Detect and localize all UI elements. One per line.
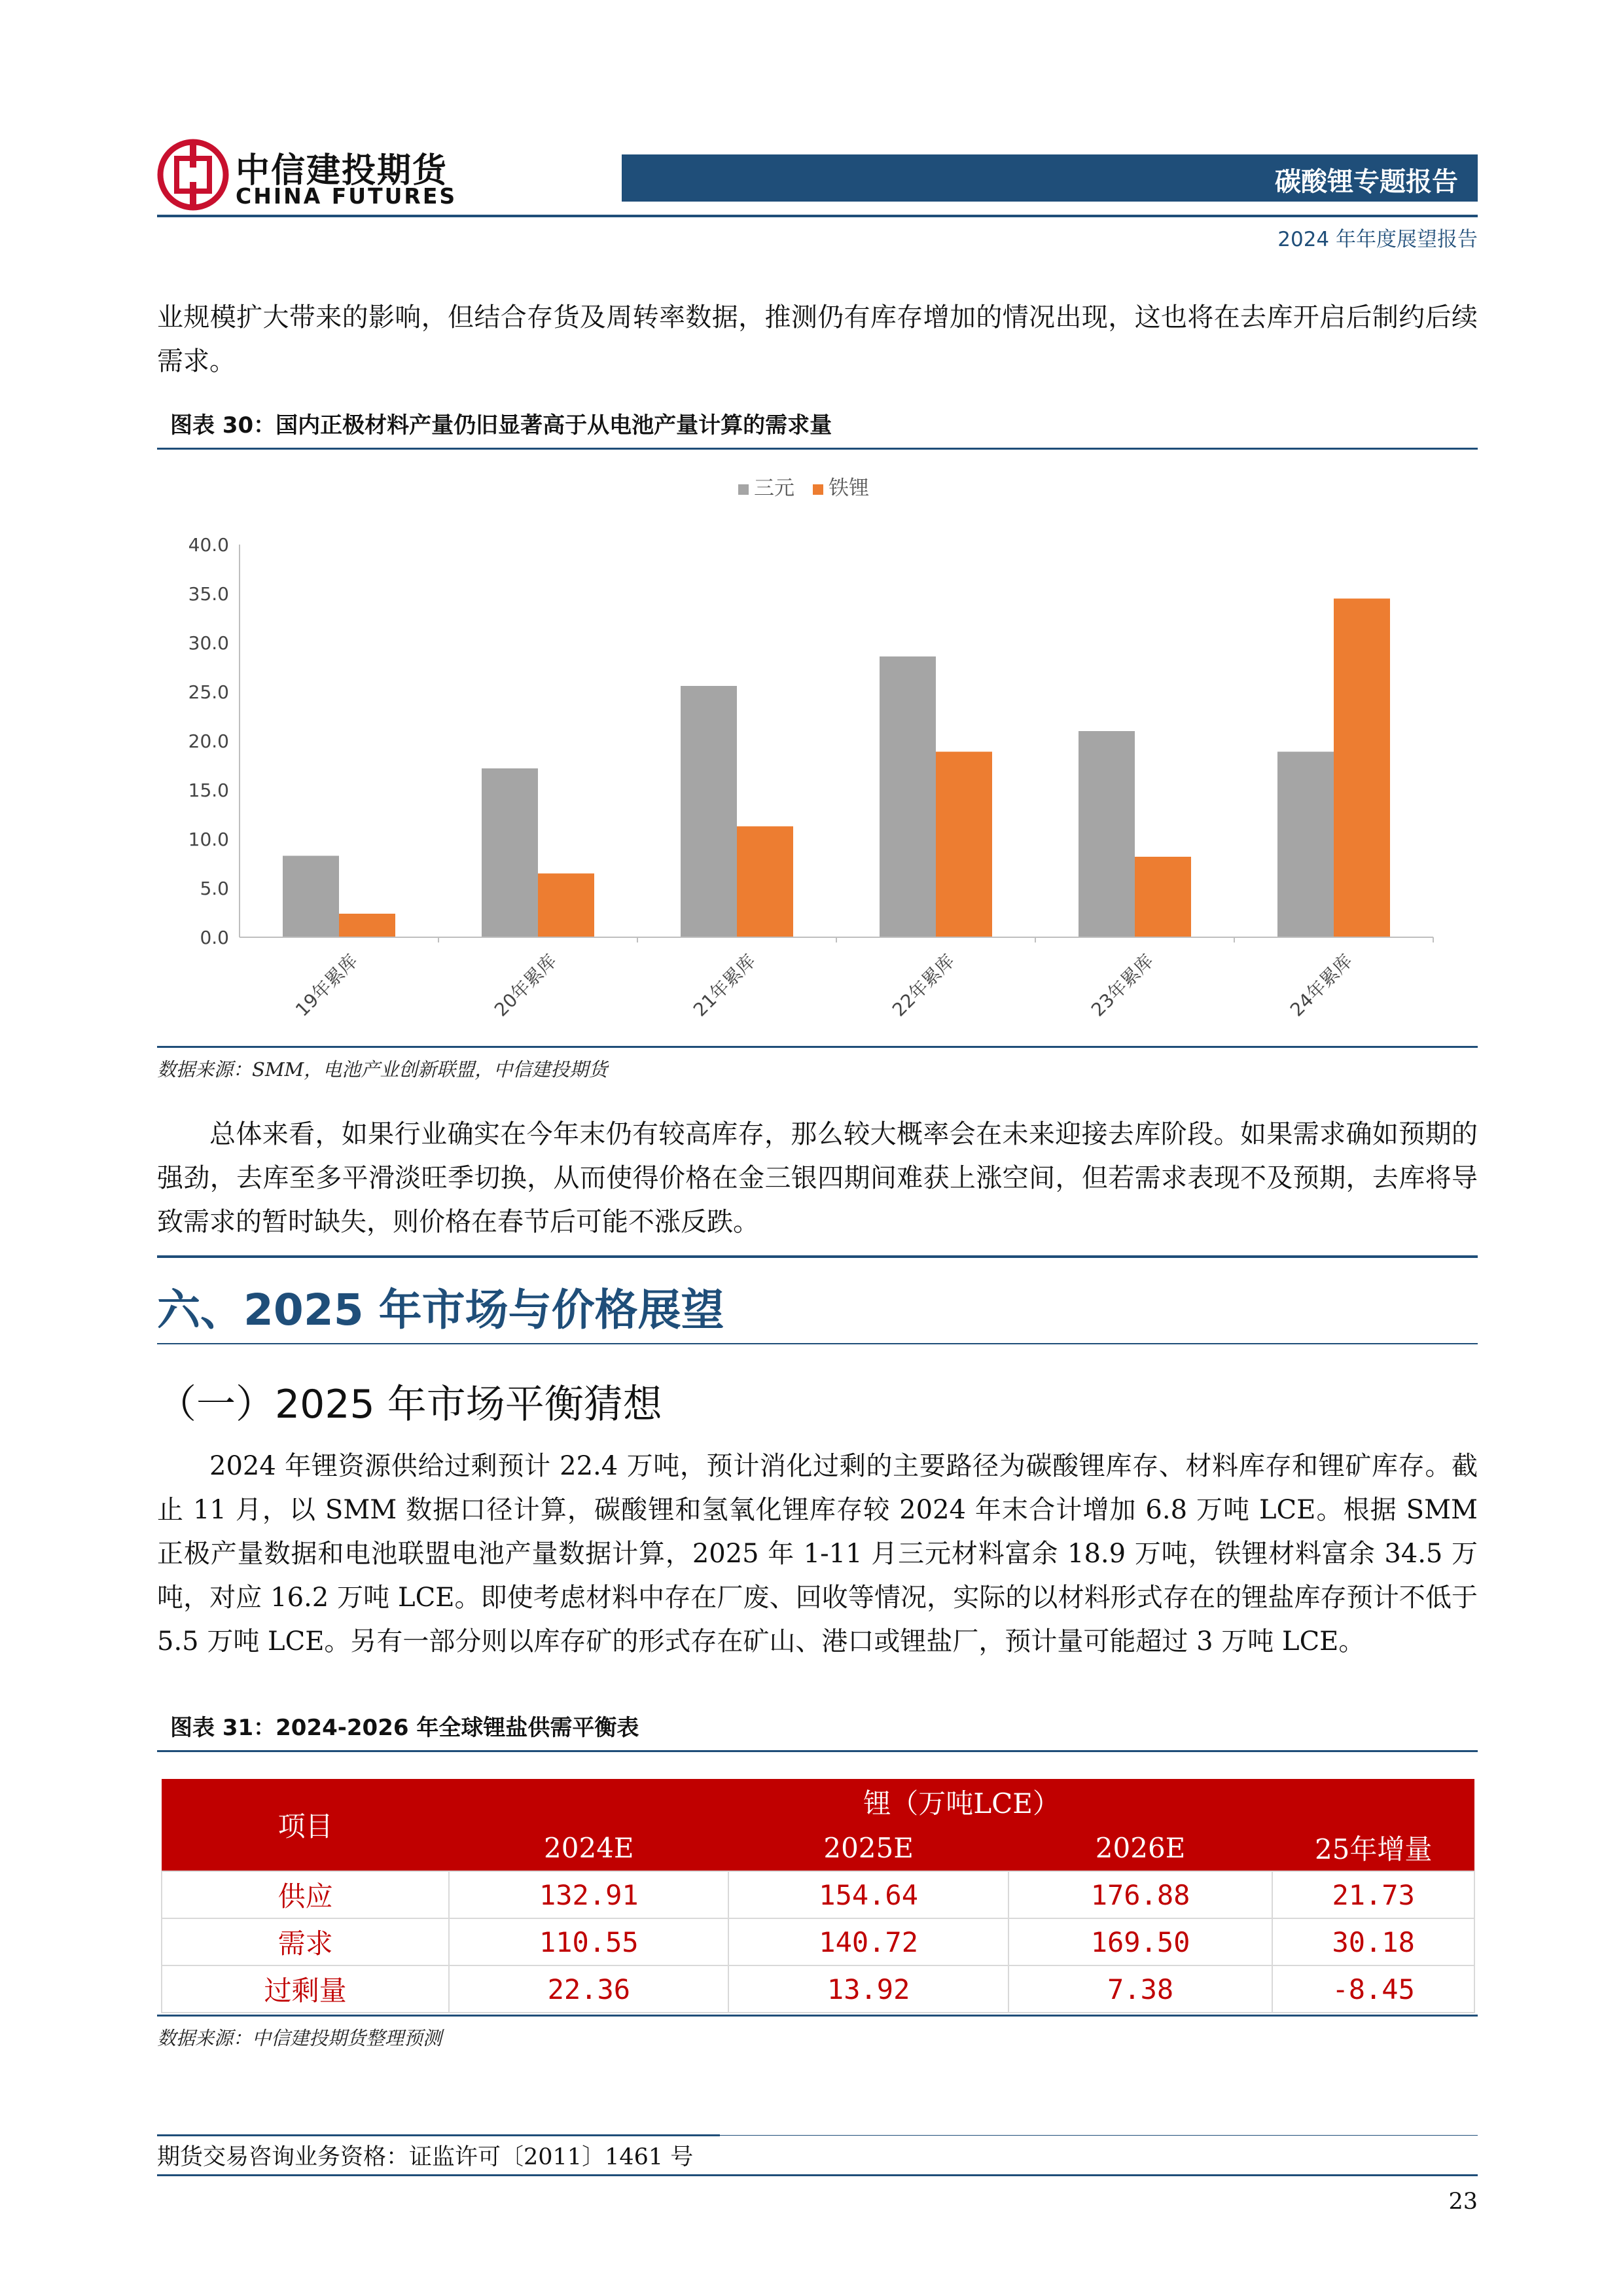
x-tick-label: 19年累库 <box>291 950 362 1021</box>
table-row <box>162 1965 1474 2013</box>
legend-swatch-lfp <box>813 484 823 495</box>
brand-name-cn: 中信建投期货 <box>236 151 448 190</box>
table-row-label: 供应 <box>162 1871 449 1918</box>
brand-name-en: CHINA FUTURES <box>236 183 457 209</box>
supply-demand-table <box>161 1779 1475 2013</box>
bar-lfp <box>1334 599 1390 938</box>
paragraph-3: 2024 年锂资源供给过剩预计 22.4 万吨，预计消化过剩的主要路径为碳酸锂库存、材料库存和锂矿库存。截止 11 月，以 SMM 数据口径计算，碳酸锂和氢氧化锂库存较 2024 年末合计增加 6.8 万吨 LCE。根据 SMM 正极产量数据和电池联盟电池产量数据计算，2025 年 1-11 月三元材料富余 18.9 万吨，铁锂材料富余 34.5 万吨，对应 16.2 万吨 LCE。即使考虑材料中存在厂废、回收等情况，实际的以材料形式存在的锂盐库存预计不低于 5.5 万吨 LCE。另有一部分则以库存矿的形式存在矿山、港口或锂盐厂，预计量可能超过 3 万吨 LCE。 <box>157 1451 1486 1657</box>
footer-license: 期货交易咨询业务资格：证监许可〔2011〕1461 号 <box>157 2144 694 2170</box>
legend-swatch-ternary <box>738 484 749 495</box>
footer-rule-bottom <box>157 2174 1478 2176</box>
bar-ternary <box>681 686 737 937</box>
table-header-row-1 <box>162 1779 1474 1825</box>
section-title: 六、2025 年市场与价格展望 <box>157 1285 724 1335</box>
paragraph-1: 业规模扩大带来的影响，但结合存货及周转率数据，推测仍有库存增加的情况出现，这也将在去库开启后制约后续需求。 <box>157 302 1478 376</box>
table-row <box>162 1918 1474 1965</box>
legend-label-ternary: 三元 <box>754 476 794 500</box>
figure30-top-rule <box>157 448 1478 450</box>
figure30-bar-chart <box>157 458 1478 1034</box>
bar-lfp <box>737 827 793 938</box>
table-cell: 132.91 <box>449 1871 728 1918</box>
chart-legend <box>738 476 869 500</box>
table-cell: 30.18 <box>1272 1918 1474 1965</box>
figure30-source: 数据来源：SMM，电池产业创新联盟，中信建投期货 <box>157 1058 608 1081</box>
report-title: 碳酸锂专题报告 <box>1275 167 1458 197</box>
table-cell: 169.50 <box>1008 1918 1273 1965</box>
subsection-title: （一）2025 年市场平衡猜想 <box>157 1382 662 1427</box>
bar-lfp <box>538 874 594 938</box>
x-tick-label: 24年累库 <box>1286 950 1357 1021</box>
table-row-label: 过剩量 <box>162 1965 449 2013</box>
paragraph-2: 总体来看，如果行业确实在今年末仍有较高库存，那么较大概率会在未来迎接去库阶段。如果需求确如预期的强劲，去库至多平滑淡旺季切换，从而使得价格在金三银四期间难获上涨空间，但若需求表现不及预期，去库将导致需求的暂时缺失，则价格在春节后可能不涨反跌。 <box>157 1119 1478 1237</box>
table-group-header: 锂（万吨LCE） <box>449 1779 1474 1825</box>
citic-logo-icon <box>157 139 229 211</box>
table-cell: 154.64 <box>728 1871 1008 1918</box>
page-number: 23 <box>1448 2189 1478 2215</box>
table-cell: 7.38 <box>1008 1965 1273 2013</box>
table-row <box>162 1871 1474 1918</box>
table-cell: -8.45 <box>1272 1965 1474 2013</box>
table-cell: 21.73 <box>1272 1871 1474 1918</box>
figure31-bottom-rule <box>157 2015 1478 2017</box>
y-tick-label: 0.0 <box>200 927 229 948</box>
table-cell: 13.92 <box>728 1965 1008 2013</box>
table-cell: 22.36 <box>449 1965 728 2013</box>
figure31-source: 数据来源：中信建投期货整理预测 <box>157 2027 442 2049</box>
x-tick-label: 20年累库 <box>490 950 561 1021</box>
figure30-title: 图表 30：国内正极材料产量仍旧显著高于从电池产量计算的需求量 <box>170 412 832 439</box>
y-tick-label: 20.0 <box>188 730 229 752</box>
y-tick-label: 25.0 <box>188 681 229 703</box>
y-tick-label: 10.0 <box>188 829 229 850</box>
x-axis <box>291 937 1433 1021</box>
y-tick-label: 40.0 <box>188 534 229 556</box>
y-tick-label: 5.0 <box>200 878 229 899</box>
table-col-header: 2025E <box>728 1825 1008 1871</box>
bar-ternary <box>1277 752 1334 938</box>
chart-bars <box>283 599 1390 938</box>
bar-lfp <box>339 914 395 937</box>
table-cell: 176.88 <box>1008 1871 1273 1918</box>
bar-lfp <box>1135 857 1191 937</box>
header-divider <box>157 215 1478 217</box>
figure30-bottom-rule <box>157 1046 1478 1048</box>
y-tick-label: 15.0 <box>188 780 229 801</box>
x-tick-label: 22年累库 <box>888 950 959 1021</box>
table-col-header: 2026E <box>1008 1825 1273 1871</box>
header-bar <box>622 154 1478 202</box>
bar-ternary <box>283 856 339 938</box>
bar-ternary <box>1079 731 1135 937</box>
table-col-header: 25年增量 <box>1272 1825 1474 1871</box>
section-bottom-rule <box>157 1343 1478 1344</box>
footer-rule-thick <box>157 2134 720 2136</box>
table-row-label: 需求 <box>162 1918 449 1965</box>
x-tick-label: 21年累库 <box>689 950 760 1021</box>
bar-lfp <box>936 752 992 938</box>
table-col-header: 2024E <box>449 1825 728 1871</box>
table-cell: 140.72 <box>728 1918 1008 1965</box>
y-tick-label: 35.0 <box>188 583 229 605</box>
bar-ternary <box>482 768 538 937</box>
footer-rule-thin <box>720 2135 1478 2136</box>
x-tick-label: 23年累库 <box>1087 950 1158 1021</box>
figure31-top-rule <box>157 1750 1478 1752</box>
section-top-rule <box>157 1255 1478 1258</box>
y-tick-label: 30.0 <box>188 632 229 654</box>
table-cell: 110.55 <box>449 1918 728 1965</box>
y-axis <box>188 534 240 948</box>
table-item-header: 项目 <box>162 1779 449 1871</box>
legend-label-lfp: 铁锂 <box>829 476 869 500</box>
figure31-title: 图表 31：2024-2026 年全球锂盐供需平衡表 <box>170 1715 639 1741</box>
bar-ternary <box>880 656 936 937</box>
report-subtitle: 2024 年年度展望报告 <box>1277 228 1478 251</box>
